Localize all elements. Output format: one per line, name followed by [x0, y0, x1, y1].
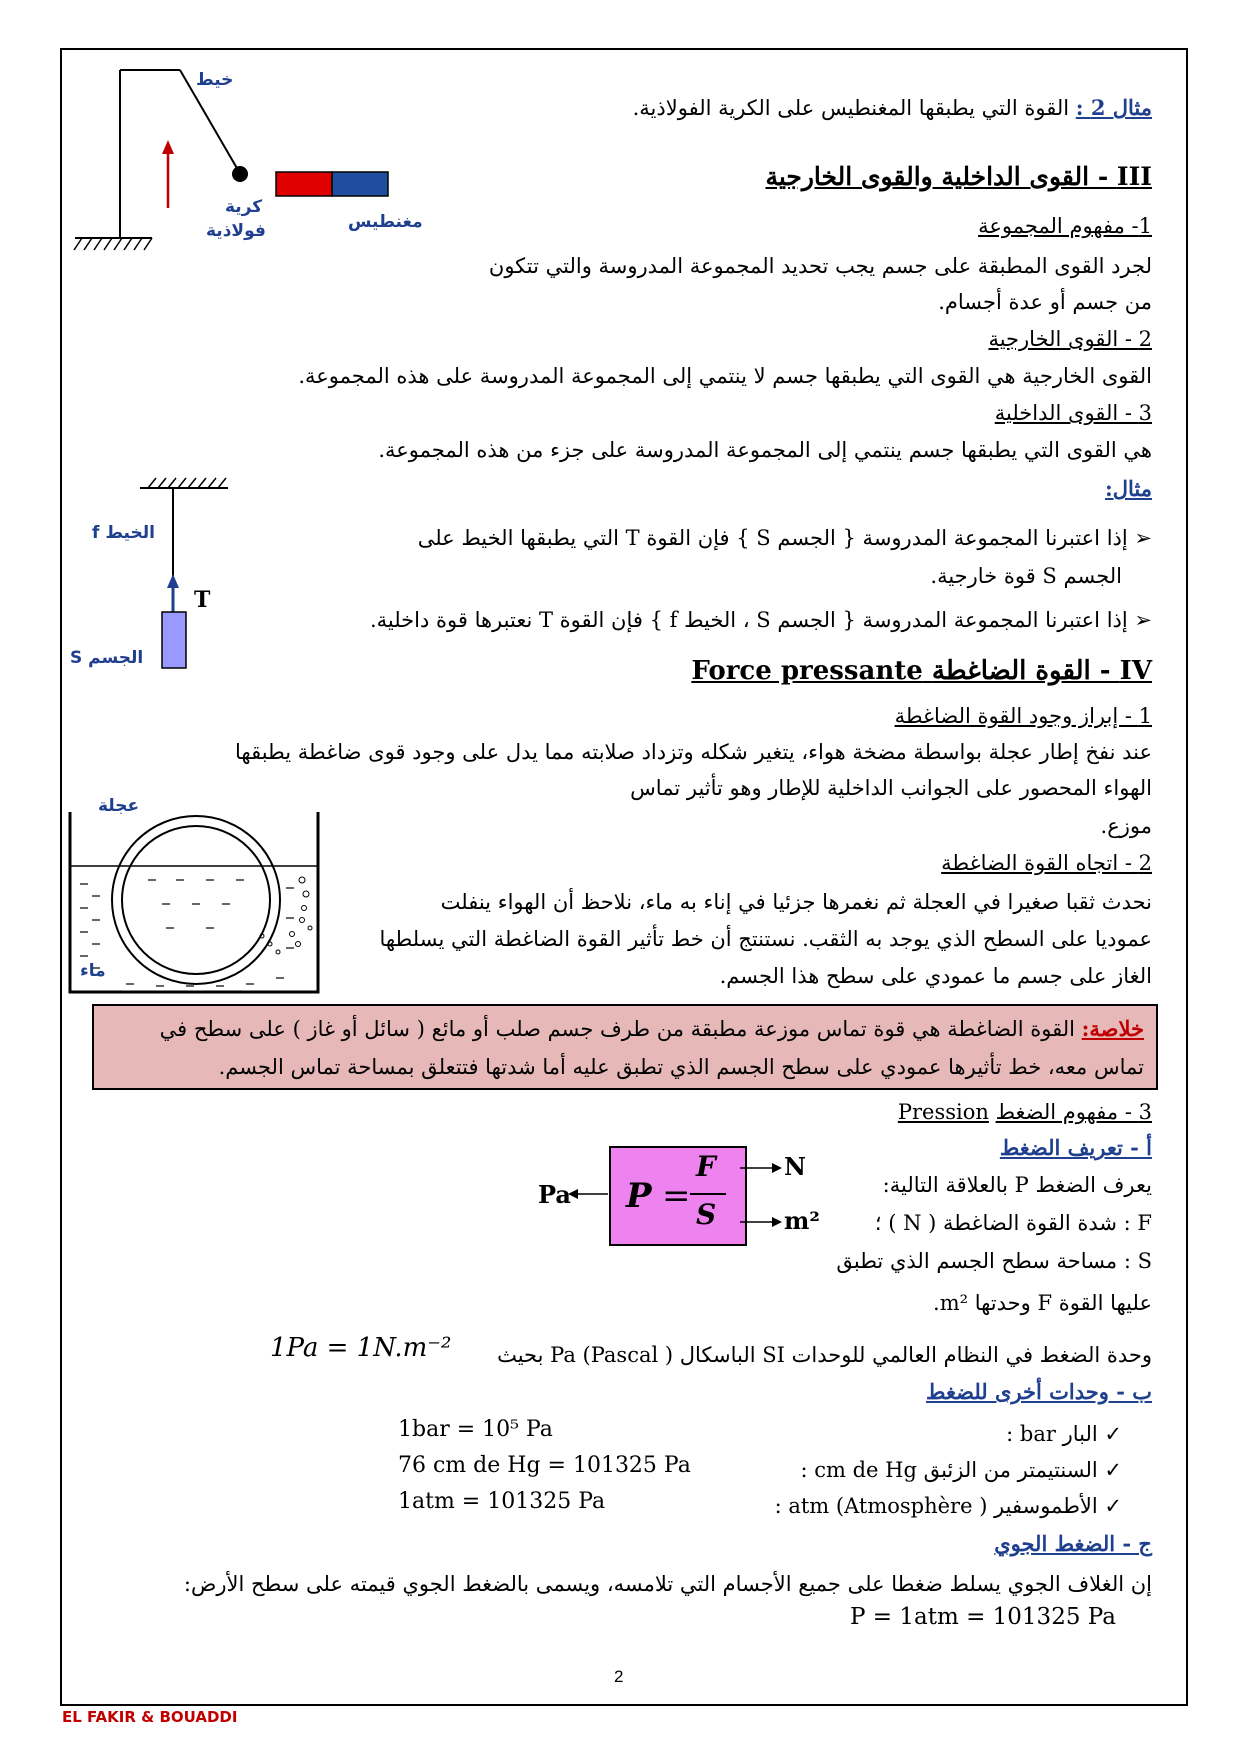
summary-box: [92, 1004, 1158, 1090]
atm-text: إن الغلاف الجوي يسلط ضغطا على جميع الأجسام التي تلامسه، ويسمى بالضغط الجوي قيمته على سطح الأرض:: [183, 1572, 1152, 1596]
steel-ball: [232, 166, 248, 182]
formula-F: F: [696, 1150, 716, 1183]
unit-row-name: ✓ السنتيمتر من الزئبق cm de Hg :: [800, 1458, 1122, 1482]
summary-label: خلاصة:: [1081, 1016, 1144, 1041]
section4-title: IV - القوة الضاغطة: [931, 656, 1152, 686]
s3-1-line1: لجرد القوى المطبقة على جسم يجب تحديد المجموعة المدروسة والتي تتكون: [488, 254, 1152, 278]
section4-title-line: [691, 657, 1152, 685]
summary-text: القوة الضاغطة هي قوة تماس موزعة مطبقة من طرف جسم صلب أو مائع ( سائل أو غاز ) على سطح في تماس معه، خط تأثيرها عمودي على سطح الجسم الذي تطبق عليه أما شدتها فتتعلق بمساحة تماس الجسم.: [159, 1017, 1144, 1079]
s4-2-line1: نحدث ثقبا صغيرا في العجلة ثم نغمرها جزئيا في إناء به ماء، نلاحظ أن الهواء ينفلت: [440, 890, 1152, 914]
other-units-title: ب - وحدات أخرى للضغط: [926, 1379, 1152, 1404]
unit-m2: m²: [784, 1206, 820, 1235]
label-ball: كرية: [225, 197, 263, 217]
def-S1: S : مساحة سطح الجسم الذي تطبق: [836, 1249, 1152, 1273]
unit-bar-name: البار bar :: [1006, 1422, 1098, 1446]
s4-2-title: 2 - اتجاه القوة الضاغطة: [941, 851, 1152, 875]
unit-Pa: Pa: [538, 1180, 571, 1209]
def-F: F : شدة القوة الضاغطة ( N ) ؛: [874, 1211, 1152, 1235]
page-number: 2: [614, 1667, 624, 1686]
atm-title: ج - الضغط الجوي: [994, 1531, 1152, 1556]
formula-arrows: [560, 1150, 800, 1240]
unit-atm-name: الأطموسفير ( atm (Atmosphère :: [774, 1494, 1098, 1518]
s3-2-title: 2 - القوى الخارجية: [988, 327, 1152, 351]
s3-2-text: القوى الخارجية هي القوى التي يطبقها جسم لا ينتمي إلى المجموعة المدروسة على هذه المجموعة.: [298, 364, 1152, 388]
s3-example-label: مثال:: [1105, 476, 1152, 501]
unit-row-name: ✓ البار bar :: [1006, 1422, 1122, 1446]
label-ball-steel: فولاذية: [206, 221, 266, 241]
unit-line: وحدة الضغط في النظام العالمي للوحدات SI الباسكال ( Pa (Pascal بحيث: [497, 1343, 1152, 1367]
s3-3-title: 3 - القوى الداخلية: [994, 401, 1152, 425]
s4-1-title: 1 - إبراز وجود القوة الضاغطة: [894, 704, 1152, 728]
example2-text: القوة التي يطبقها المغنطيس على الكرية الفولاذية.: [632, 96, 1070, 120]
unit-row-name: ✓ الأطموسفير ( atm (Atmosphère :: [774, 1494, 1122, 1518]
label-magnet: مغنطيس: [348, 212, 423, 232]
atm-value: P = 1atm = 101325 Pa: [850, 1604, 1116, 1630]
s4-2-line3: الغاز على جسم ما عمودي على سطح هذا الجسم.: [719, 964, 1152, 988]
wheel-inner: [122, 826, 270, 974]
label-body-S: الجسم S: [70, 648, 144, 668]
formula-P: P: [626, 1176, 652, 1216]
def-S2: عليها القوة F وحدتها m².: [933, 1291, 1152, 1315]
pressure-title-fr: Pression: [897, 1100, 989, 1124]
figure-thread-body: [130, 474, 240, 684]
magnet-blue: [332, 172, 388, 196]
label-wheel: عجلة: [98, 796, 140, 816]
pressure-title: 3 - مفهوم الضغط: [995, 1100, 1152, 1124]
bullet2-text: إذا اعتبرنا المجموعة المدروسة { الجسم S ، الخيط f } فإن القوة T نعتبرها قوة داخلية.: [369, 608, 1128, 632]
section4-title-fr: Force pressante: [691, 656, 923, 686]
unit-cmhg-name: السنتيمتر من الزئبق cm de Hg :: [800, 1458, 1098, 1482]
unit-N: N: [784, 1152, 806, 1181]
footer-authors: EL FAKIR & BOUADDI: [62, 1708, 238, 1726]
bullet1-line2: الجسم S قوة خارجية.: [930, 564, 1122, 588]
bullet1-text: إذا اعتبرنا المجموعة المدروسة { الجسم S } فإن القوة T التي يطبقها الخيط على: [417, 526, 1128, 550]
bullet1-line1: ➢ إذا اعتبرنا المجموعة المدروسة { الجسم S } فإن القوة T التي يطبقها الخيط على: [417, 526, 1152, 550]
s4-2-line2: عموديا على السطح الذي يوجد به الثقب. نستنتج أن خط تأثير القوة الضاغطة التي يسلطها: [379, 927, 1152, 951]
unit-cmhg-value: 76 cm de Hg = 101325 Pa: [398, 1453, 691, 1478]
bullet2-line: ➢ إذا اعتبرنا المجموعة المدروسة { الجسم S ، الخيط f } فإن القوة T نعتبرها قوة داخلية.: [369, 608, 1152, 632]
s4-1-line1: عند نفخ إطار عجلة بواسطة مضخة هواء، يتغير شكله وتزداد صلابته مما يدل على وجود قوى ضاغطة يطبقها: [235, 740, 1152, 764]
s4-1-line3: موزع.: [1100, 814, 1152, 838]
s3-3-text: هي القوى التي يطبقها جسم ينتمي إلى المجموعة المدروسة على جزء من هذه المجموعة.: [378, 438, 1152, 462]
unit-bar-value: 1bar = 10⁵ Pa: [398, 1417, 553, 1442]
body-S: [162, 612, 186, 668]
magnet-red: [276, 172, 332, 196]
label-thread-f: الخيط f: [92, 523, 155, 543]
label-T: T: [194, 587, 211, 613]
unit-formula: 1Pa = 1N.m⁻²: [270, 1333, 452, 1363]
formula-eq: =: [662, 1176, 691, 1216]
label-thread: خيط: [196, 70, 234, 90]
unit-atm-value: 1atm = 101325 Pa: [398, 1489, 606, 1514]
section3-title: III - القوى الداخلية والقوى الخارجية: [765, 162, 1152, 191]
s4-1-line2: الهواء المحصور على الجوانب الداخلية للإطار وهو تأثير تماس: [630, 776, 1152, 800]
pressure-title-line: [898, 1098, 1152, 1126]
wheel-outer: [112, 816, 280, 984]
example2-label: مثال 2 :: [1075, 95, 1152, 120]
formula-S: S: [696, 1198, 717, 1231]
s3-1-title: 1- مفهوم المجموعة: [978, 214, 1152, 238]
label-water: ماء: [80, 961, 106, 981]
def-title: أ - تعريف الضغط: [999, 1135, 1152, 1160]
example2-line: [633, 94, 1152, 122]
s3-1-line2: من جسم أو عدة أجسام.: [938, 290, 1152, 314]
def-line1: يعرف الضغط P بالعلاقة التالية:: [882, 1173, 1152, 1197]
